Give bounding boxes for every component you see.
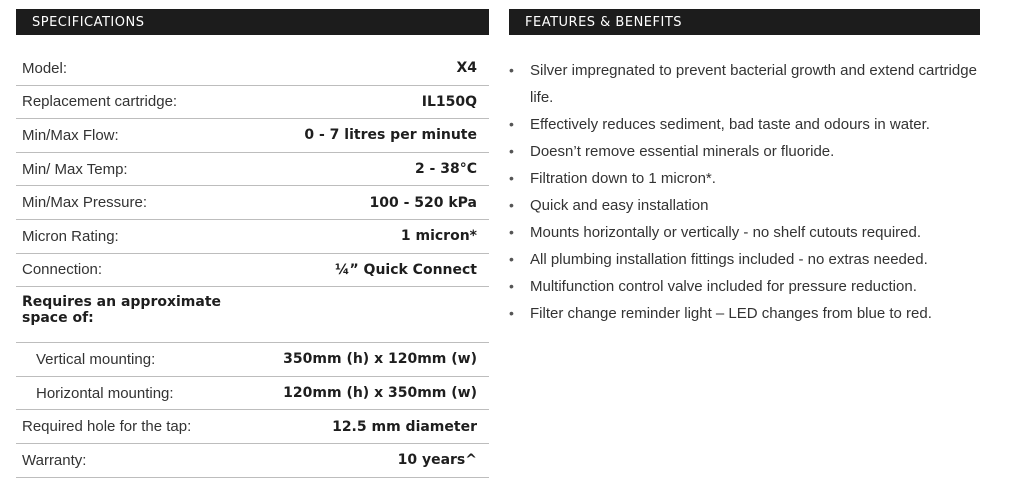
feature-text: Silver impregnated to prevent bacterial growth and extend cartridge life.: [530, 62, 977, 106]
feature-item: [509, 246, 979, 273]
feature-text: Filtration down to 1 micron*.: [530, 170, 716, 187]
bullet-icon: •: [509, 143, 514, 159]
feature-item: [509, 138, 979, 165]
spec-row-warranty: [16, 444, 489, 478]
spec-label: Required hole for the tap:: [22, 418, 192, 436]
spec-value: X4: [456, 60, 477, 77]
features-header: [509, 9, 980, 35]
feature-text: All plumbing installation fittings included - no extras needed.: [530, 251, 928, 268]
spec-label: Horizontal mounting:: [36, 384, 174, 402]
spec-row-model: [16, 52, 489, 86]
spec-row-connection: [16, 254, 489, 288]
spec-label: Warranty:: [22, 451, 87, 469]
specifications-header-title: SPECIFICATIONS: [32, 14, 145, 30]
spec-row-temp: [16, 153, 489, 187]
spec-row-vertical-mounting: [16, 343, 489, 377]
feature-item: [509, 111, 979, 138]
spec-row-pressure: [16, 186, 489, 220]
feature-text: Effectively reduces sediment, bad taste and odours in water.: [530, 116, 930, 133]
spec-value: 10 years^: [397, 452, 477, 469]
spec-label: Min/Max Pressure:: [22, 194, 148, 212]
features-list: [509, 57, 979, 327]
spec-value: ¼” Quick Connect: [334, 261, 477, 278]
spec-label: Micron Rating:: [22, 227, 119, 245]
spec-value: 1 micron*: [400, 228, 477, 245]
spec-value: 120mm (h) x 350mm (w): [283, 385, 477, 402]
feature-text: Multifunction control valve included for pressure reduction.: [530, 278, 917, 295]
spec-label: Min/Max Flow:: [22, 126, 119, 144]
feature-item: [509, 300, 979, 327]
spec-value: 12.5 mm diameter: [332, 418, 477, 435]
spec-group-label: Requires an approximate space of:: [22, 294, 222, 327]
bullet-icon: •: [509, 197, 514, 213]
feature-text: Mounts horizontally or vertically - no shelf cutouts required.: [530, 224, 922, 241]
bullet-icon: •: [509, 251, 514, 267]
feature-text: Filter change reminder light – LED changes from blue to red.: [530, 305, 932, 322]
spec-row-flow: [16, 119, 489, 153]
bullet-icon: •: [509, 170, 514, 186]
bullet-icon: •: [509, 224, 514, 240]
spec-row-replacement-cartridge: [16, 86, 489, 120]
feature-item: [509, 219, 979, 246]
features-header-title: FEATURES & BENEFITS: [525, 14, 683, 30]
spec-row-horizontal-mounting: [16, 377, 489, 411]
bullet-icon: •: [509, 278, 514, 294]
spec-value: IL150Q: [421, 93, 477, 110]
feature-item: [509, 165, 979, 192]
spec-label: Model:: [22, 59, 68, 77]
spec-value: 100 - 520 kPa: [369, 194, 477, 211]
feature-item: [509, 273, 979, 300]
specifications-header: [16, 9, 489, 35]
feature-item: [509, 57, 979, 111]
specifications-table: [16, 52, 489, 478]
spec-group-space: [16, 287, 489, 343]
bullet-icon: •: [509, 305, 514, 321]
bullet-icon: •: [509, 62, 514, 78]
features-list-container: [509, 57, 979, 327]
spec-label: Connection:: [22, 261, 103, 279]
spec-value: 350mm (h) x 120mm (w): [283, 351, 477, 368]
feature-item: [509, 192, 979, 219]
feature-text: Quick and easy installation: [530, 197, 709, 214]
feature-text: Doesn’t remove essential minerals or fluoride.: [530, 143, 835, 160]
spec-label: Vertical mounting:: [36, 350, 156, 368]
spec-row-tap-hole: [16, 410, 489, 444]
spec-row-micron: [16, 220, 489, 254]
spec-value: 2 - 38°C: [414, 161, 477, 178]
spec-value: 0 - 7 litres per minute: [304, 127, 477, 144]
spec-label: Replacement cartridge:: [22, 93, 178, 111]
bullet-icon: •: [509, 116, 514, 132]
spec-label: Min/ Max Temp:: [22, 160, 128, 178]
